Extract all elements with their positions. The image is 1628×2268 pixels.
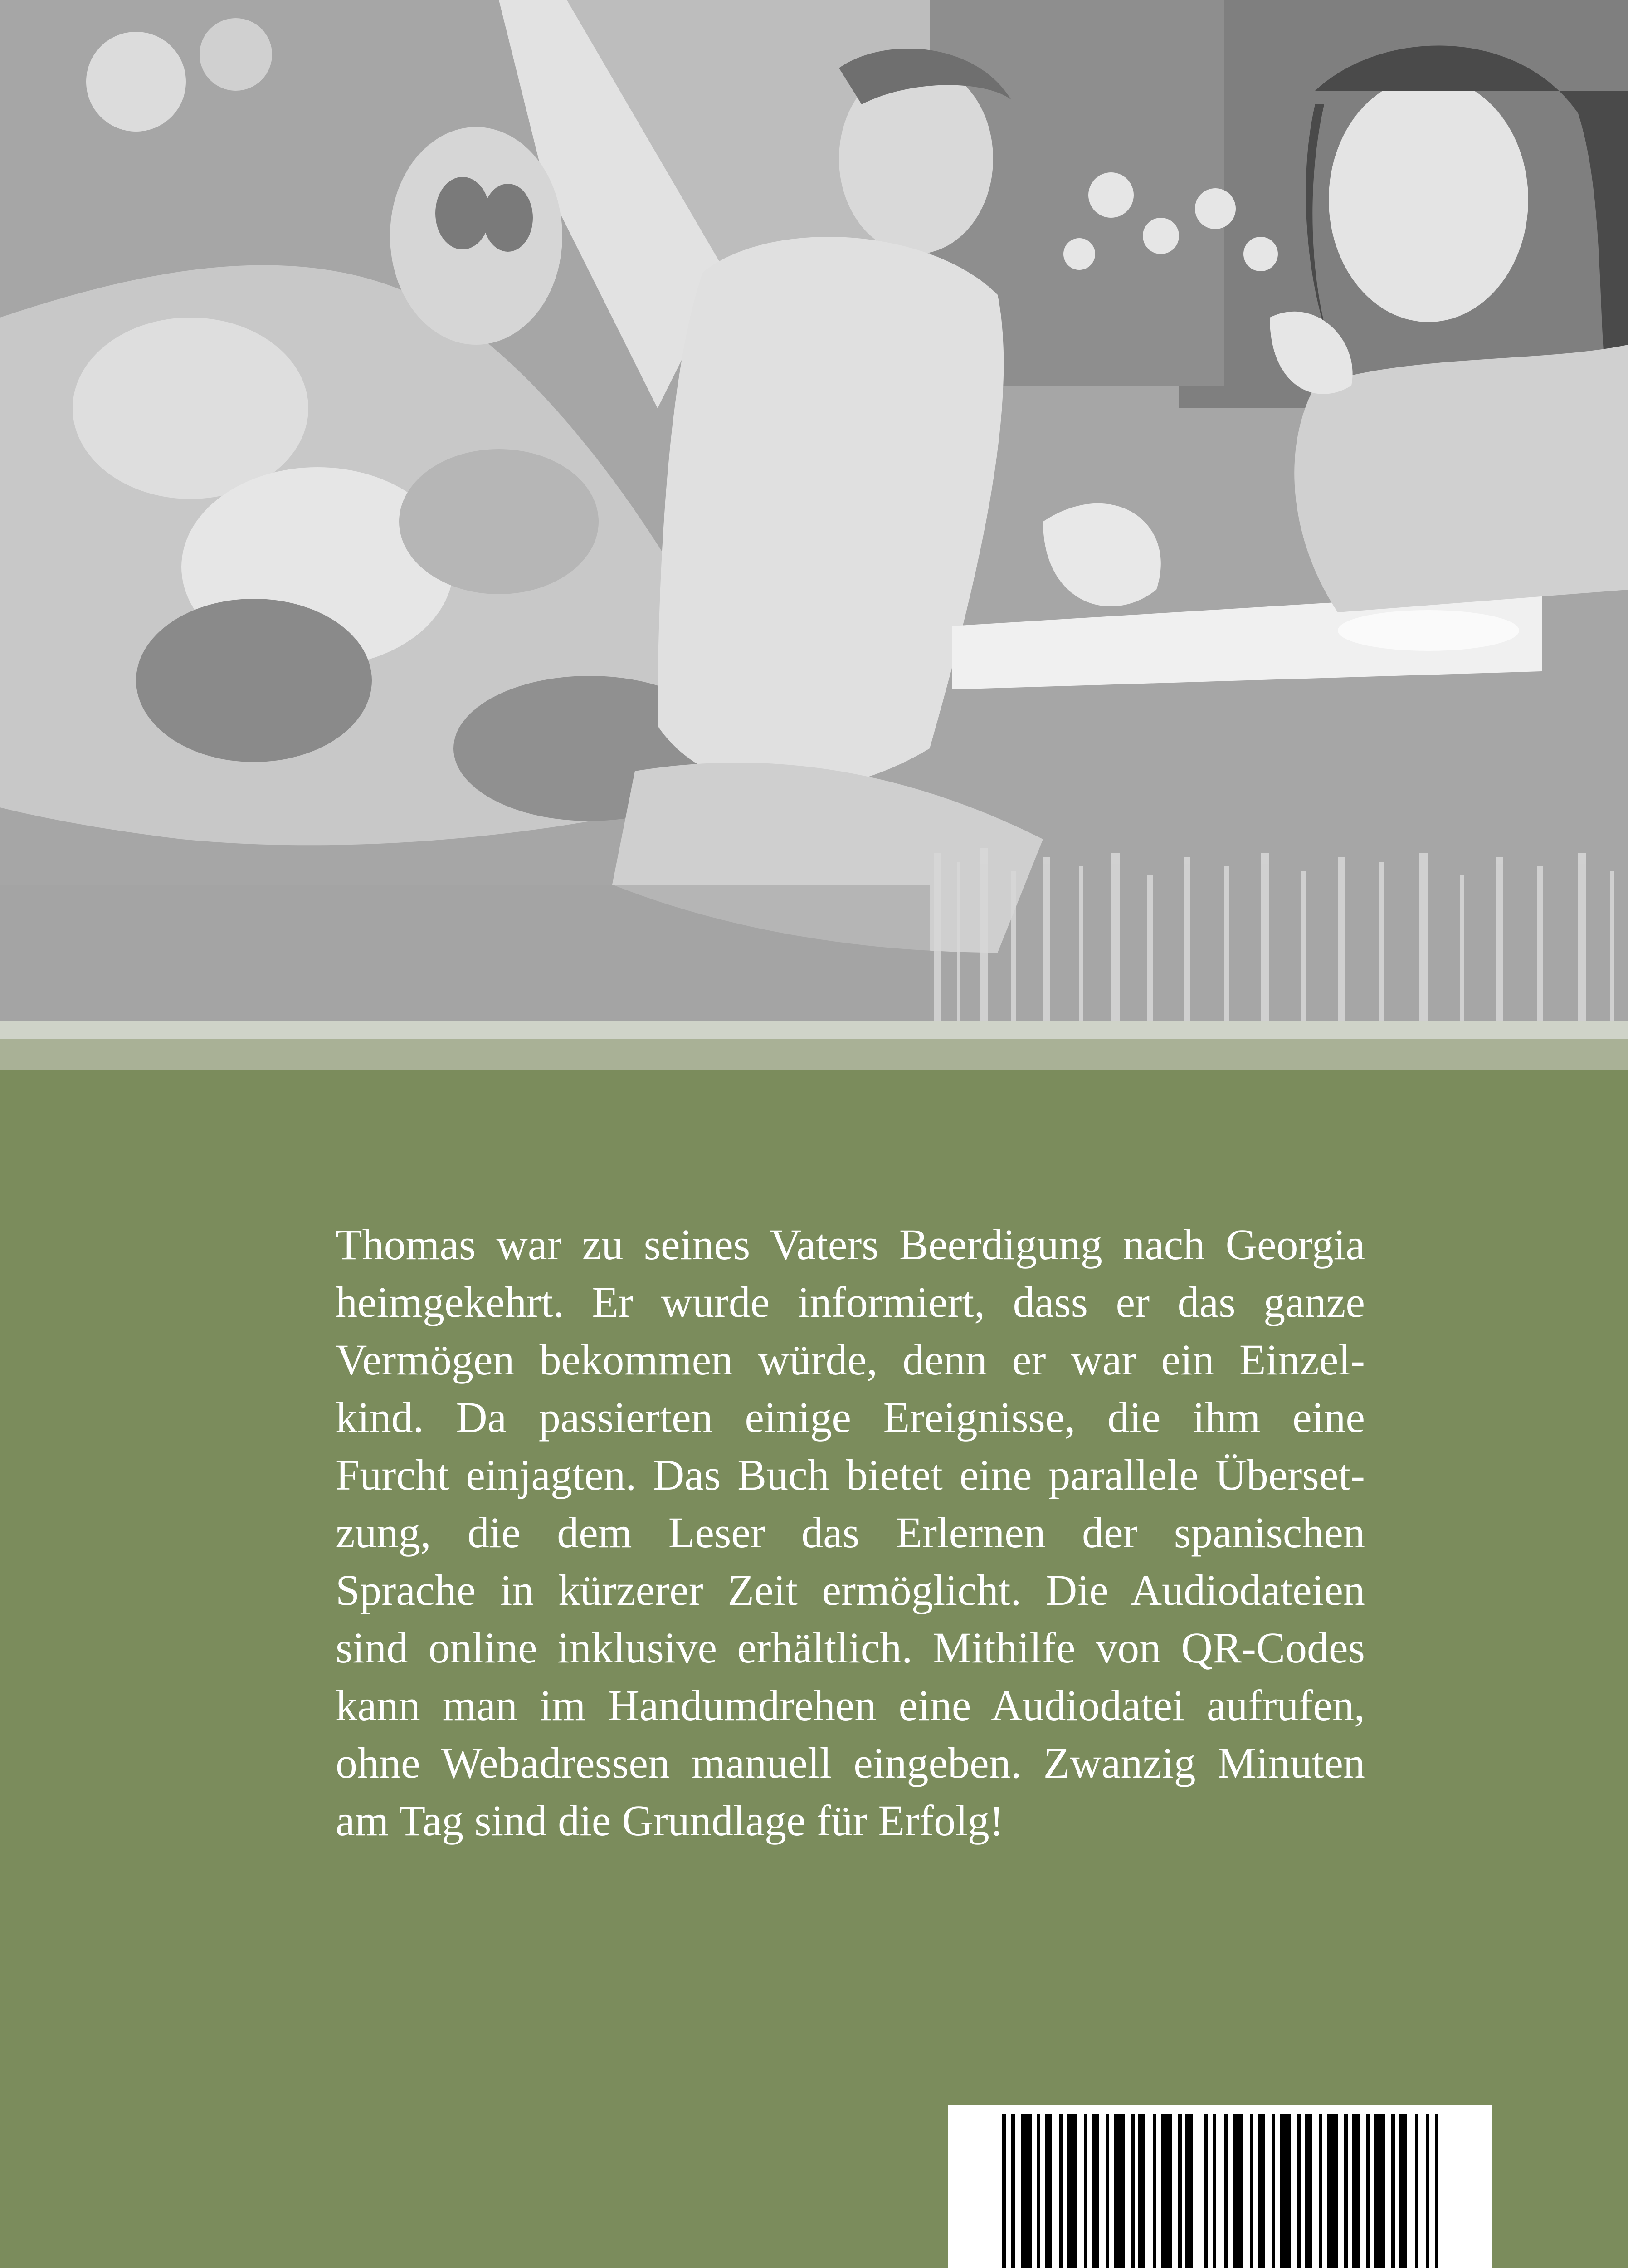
photo-illustration <box>0 0 1628 1021</box>
cover-photo <box>0 0 1628 1021</box>
description-line: Sprache in kürzerer Zeit ermöglicht. Die Audiodateien <box>336 1566 1365 1614</box>
divider-band-light <box>0 1021 1628 1039</box>
book-description <box>336 1216 1365 1849</box>
description-line: Vermögen bekommen würde, denn er war ein Einzel- <box>336 1335 1365 1384</box>
barcode-bars <box>948 2105 1492 2268</box>
isbn-barcode <box>948 2105 1492 2268</box>
description-line: ohne Webadressen manuell eingeben. Zwanzig Minuten <box>336 1739 1365 1787</box>
description-line: Thomas war zu seines Vaters Beerdigung nach Georgia <box>336 1220 1365 1269</box>
description-line: zung, die dem Leser das Erlernen der spanischen <box>336 1508 1365 1557</box>
description-line: kind. Da passierten einige Ereignisse, die ihm eine <box>336 1393 1365 1442</box>
description-line: sind online inklusive erhältlich. Mithilfe von QR-Codes <box>336 1623 1365 1672</box>
description-line: Furcht einjagten. Das Buch bietet eine parallele Überset- <box>336 1451 1365 1499</box>
description-line: heimgekehrt. Er wurde informiert, dass er das ganze <box>336 1278 1365 1326</box>
description-line: am Tag sind die Grundlage für Erfolg! <box>336 1796 1004 1845</box>
description-line: kann man im Handumdrehen eine Audiodatei aufrufen, <box>336 1681 1365 1730</box>
divider-band-mid <box>0 1039 1628 1070</box>
